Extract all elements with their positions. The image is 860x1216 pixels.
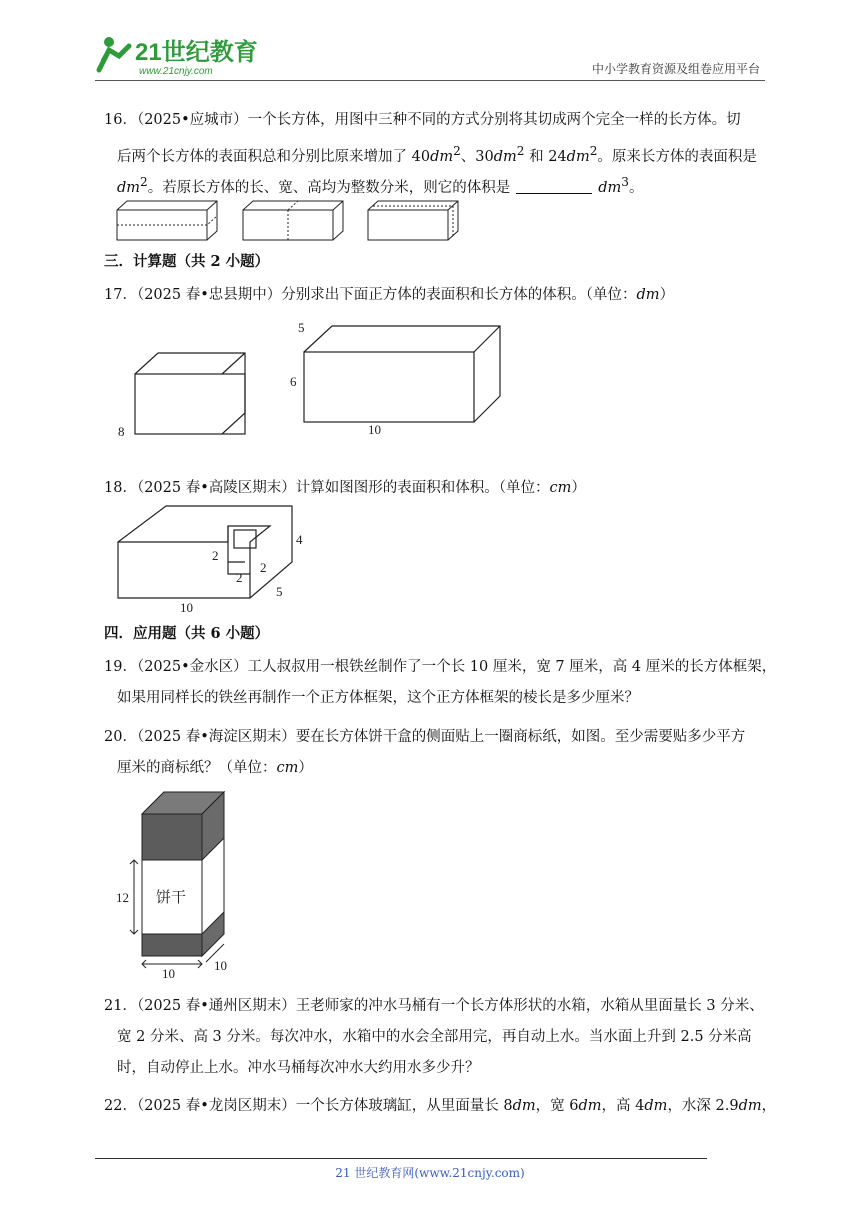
cuboid-height-label: 6 bbox=[290, 374, 297, 389]
length-label: 10 bbox=[180, 600, 193, 614]
footer-text: 21 世纪教育网(www.21cnjy.com) bbox=[335, 1166, 525, 1180]
cuboid bbox=[304, 326, 500, 422]
cuboid-cut-horizontal bbox=[117, 201, 217, 240]
section-3-title: 三．计算题（共 2 小题） bbox=[104, 253, 270, 270]
cuboid-length-label: 10 bbox=[368, 422, 381, 437]
q16-line1: 16．（2025•应城市）一个长方体，用图中三种不同的方式分别将其切成两个完全一样的长方体。切 bbox=[104, 112, 741, 128]
notch-width-label: 2 bbox=[236, 570, 243, 585]
q21-line1: 21．（2025 春•通州区期末）王老师家的冲水马桶有一个长方体形状的水箱，水箱从里面量长 3 分米、 bbox=[104, 998, 764, 1014]
logo bbox=[95, 30, 265, 78]
platform-name: 中小学教育资源及组卷应用平台 bbox=[591, 62, 760, 76]
q18-figure bbox=[110, 502, 320, 614]
height-label: 4 bbox=[296, 532, 303, 547]
length-label: 10 bbox=[162, 966, 175, 978]
q19-line2: 如果用同样长的铁丝再制作一个正方体框架，这个正方体框架的棱长是多少厘米？ bbox=[117, 690, 639, 706]
q16-line2: 后两个长方体的表面积总和分别比原来增加了 $40dm^2$、$30dm^2$ 和 $24dm^2$。原来长方体的表面积是 bbox=[117, 144, 757, 165]
q17-figure bbox=[110, 318, 510, 442]
q21-line2: 宽 2 分米、高 3 分米。每次冲水，水箱中的水会全部用完，再自动上水。当水面上升到 2.5 分米高 bbox=[117, 1029, 752, 1045]
biscuit-box bbox=[142, 792, 224, 956]
cuboid-depth-label: 5 bbox=[298, 320, 305, 335]
svg-text:www.21cnjy.com: www.21cnjy.com bbox=[139, 66, 213, 77]
cuboid-cut-vertical bbox=[243, 201, 343, 240]
width-label: 10 bbox=[214, 958, 227, 973]
cuboid-cut-depth bbox=[368, 201, 458, 240]
q19-line1: 19．（2025•金水区）工人叔叔用一根铁丝制作了一个长 10 厘米，宽 7 厘米，高 4 厘米的长方体框架， bbox=[104, 659, 777, 675]
q20-line1: 20．（2025 春•海淀区期末）要在长方体饼干盒的侧面贴上一圈商标纸，如图。至少需要贴多少平方 bbox=[104, 729, 746, 745]
q18-text: 18．（2025 春•高陵区期末）计算如图图形的表面积和体积。（单位：cm） bbox=[104, 480, 586, 496]
answer-blank[interactable] bbox=[516, 179, 592, 194]
q20-figure bbox=[112, 788, 242, 978]
header-divider bbox=[95, 80, 765, 81]
q16-line3: $dm^2$。若原长方体的长、宽、高均为整数分米，则它的体积是 $dm^3$。 bbox=[117, 175, 644, 196]
notched-cuboid bbox=[118, 506, 292, 598]
section-4-title: 四．应用题（共 6 小题） bbox=[104, 625, 270, 642]
box-label: 饼干 bbox=[156, 890, 187, 906]
q16-figure bbox=[115, 198, 465, 244]
q21-line3: 时，自动停止上水。冲水马桶每次冲水大约用水多少升？ bbox=[117, 1060, 480, 1076]
svg-text:21世纪教育: 21世纪教育 bbox=[135, 39, 258, 66]
footer-divider bbox=[95, 1158, 707, 1159]
q17-text: 17．（2025 春•忠县期中）分别求出下面正方体的表面积和长方体的体积。（单位：dm） bbox=[104, 287, 675, 303]
height-dimension bbox=[130, 860, 138, 934]
depth-label: 5 bbox=[276, 584, 283, 599]
cube-edge-label: 8 bbox=[118, 424, 125, 439]
q22-line1: 22．（2025 春•龙岗区期末）一个长方体玻璃缸，从里面量长 8dm，宽 6dm，高 4dm，水深 2.9dm， bbox=[104, 1098, 777, 1114]
notch-height-label: 2 bbox=[212, 548, 219, 563]
page-header bbox=[95, 30, 765, 82]
cube bbox=[135, 353, 245, 434]
notch-depth-label: 2 bbox=[260, 560, 267, 575]
q20-line2: 厘米的商标纸？（单位：cm） bbox=[117, 760, 313, 776]
height-label: 12 bbox=[116, 890, 129, 905]
